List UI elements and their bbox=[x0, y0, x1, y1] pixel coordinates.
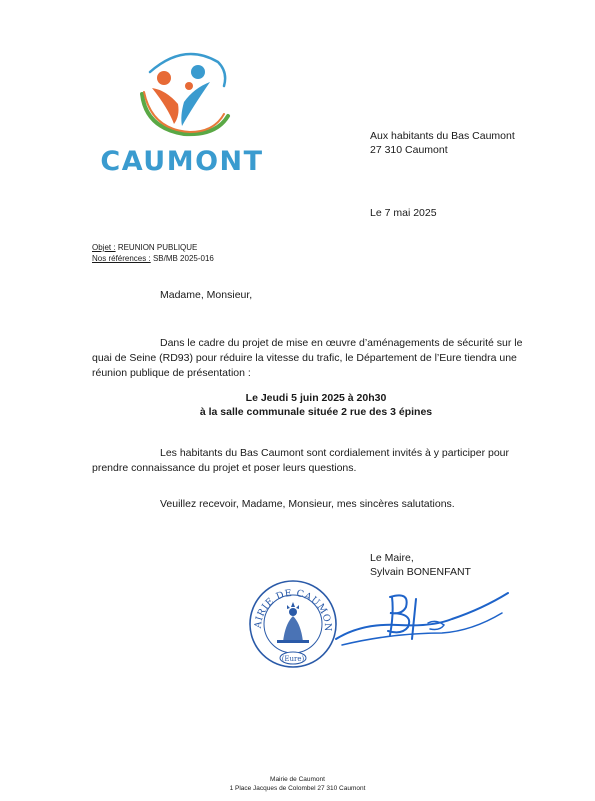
signatory-title: Le Maire, bbox=[370, 552, 414, 564]
body-paragraph-2-text: Les habitants du Bas Caumont sont cordialement invités à y participer pour prendre connaissance du projet et poser leurs questions. bbox=[92, 447, 510, 474]
signature-scribble-icon bbox=[332, 583, 514, 655]
refs-label: Nos références : bbox=[92, 254, 151, 263]
footer-line-1: Mairie de Caumont bbox=[270, 776, 325, 783]
page-footer bbox=[0, 775, 595, 793]
signature-block bbox=[370, 551, 471, 579]
stamp-seal-icon bbox=[247, 578, 339, 670]
handwritten-signature bbox=[332, 583, 514, 655]
letter-references bbox=[92, 242, 214, 264]
closing-formula: Veuillez recevoir, Madame, Monsieur, mes sincères salutations. bbox=[160, 498, 455, 510]
objet-label: Objet : bbox=[92, 243, 116, 252]
recipient-line-1: Aux habitants du Bas Caumont bbox=[370, 130, 515, 142]
body-paragraph-1-text: Dans le cadre du projet de mise en œuvre d’aménagements de sécurité sur le quai de Seine (RD93) pour réduire la vitesse du trafic, le Département de l’Eure tiendra une réunion publique de présentation : bbox=[92, 337, 523, 379]
caumont-logo bbox=[94, 42, 270, 182]
signatory-name: Sylvain BONENFANT bbox=[370, 566, 471, 578]
body-paragraph-1 bbox=[92, 336, 540, 381]
refs-value: SB/MB 2025-016 bbox=[152, 254, 214, 263]
objet-value: REUNION PUBLIQUE bbox=[117, 243, 198, 252]
objet-line bbox=[92, 242, 214, 253]
refs-line bbox=[92, 253, 214, 264]
body-paragraph-2 bbox=[92, 446, 540, 476]
logo-wordmark: CAUMONT bbox=[100, 146, 264, 177]
salutation: Madame, Monsieur, bbox=[160, 289, 253, 301]
event-details bbox=[92, 391, 540, 419]
recipient-line-2: 27 310 Caumont bbox=[370, 144, 448, 156]
stamp-text: AIRIE DE CAUMON bbox=[252, 587, 334, 632]
mairie-stamp bbox=[247, 578, 339, 670]
event-location-line: à la salle communale située 2 rue des 3 épines bbox=[199, 406, 433, 418]
event-date-line: Le Jeudi 5 juin 2025 à 20h30 bbox=[245, 392, 387, 404]
letter-date: Le 7 mai 2025 bbox=[370, 207, 437, 219]
recipient-address bbox=[370, 129, 515, 157]
stamp-subtext: (Eure) bbox=[281, 655, 305, 663]
caumont-emblem-icon bbox=[94, 42, 270, 152]
footer-line-2: 1 Place Jacques de Colombel 27 310 Caumont bbox=[229, 785, 366, 792]
